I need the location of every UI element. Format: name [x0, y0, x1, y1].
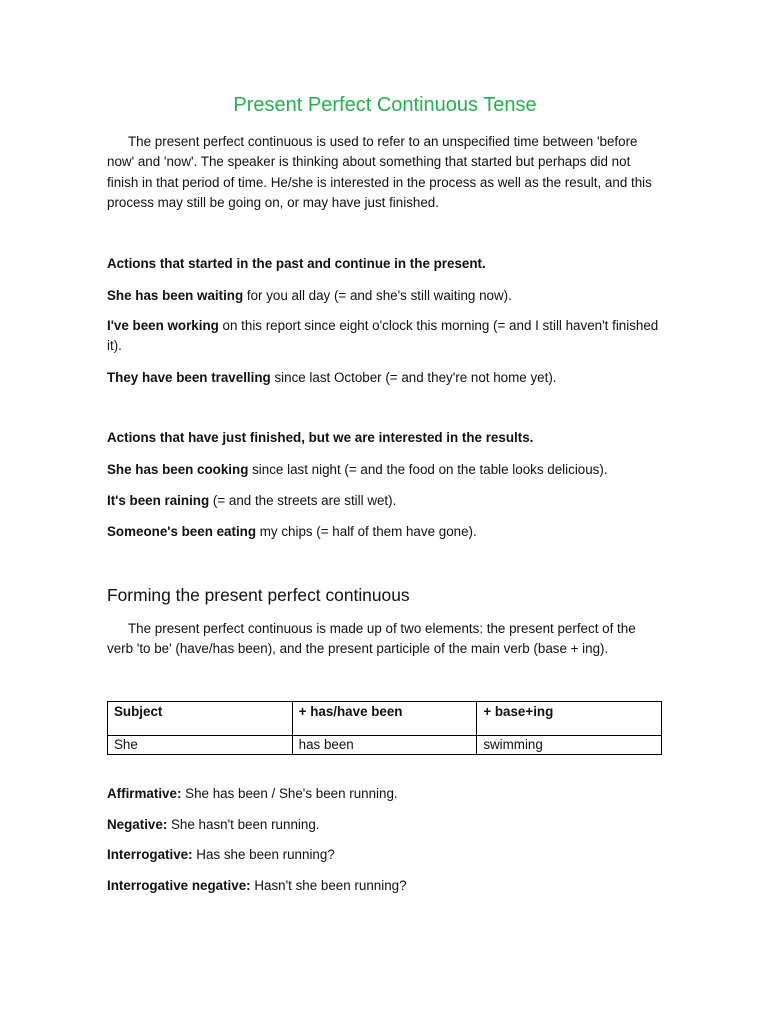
example-bold: She has been cooking	[107, 462, 249, 477]
example-rest: since last night (= and the food on the table looks delicious).	[248, 462, 608, 477]
example-bold: She has been waiting	[107, 288, 244, 303]
example-line	[107, 460, 663, 480]
example-rest: (= and the streets are still wet).	[209, 493, 397, 508]
table-header-row	[108, 702, 662, 736]
section-heading-finished: Actions that have just finished, but we are interested in the results.	[107, 430, 534, 445]
section-heading-continuing: Actions that started in the past and continue in the present.	[107, 256, 486, 271]
example-rest: since last October (= and they're not home yet).	[270, 370, 557, 385]
intro-paragraph: The present perfect continuous is used to refer to an unspecified time between 'before now' and 'now'. The speaker is thinking about something that started but perhaps did not finish in that period of time. He/she is interested in the process as well as the result, and this process may still be going on, or may have just finished.	[107, 134, 652, 211]
form-line-affirmative	[107, 784, 663, 804]
example-rest: for you all day (= and she's still waiting now).	[243, 288, 512, 303]
example-bold: Someone's been eating	[107, 524, 257, 539]
example-line	[107, 316, 663, 357]
form-line-interrogative-negative	[107, 876, 663, 896]
forming-paragraph: The present perfect continuous is made up of two elements: the present perfect of the verb 'to be' (have/has been), and the present participle of the main verb (base + ing).	[107, 621, 636, 657]
example-bold: It's been raining	[107, 493, 210, 508]
page-title: Present Perfect Continuous Tense	[233, 94, 537, 116]
example-line	[107, 286, 663, 306]
table-row	[108, 736, 662, 755]
table-cell: She	[108, 736, 293, 755]
table-header-cell: Subject	[108, 702, 293, 736]
form-text: She hasn't been running.	[167, 817, 320, 832]
form-line-negative	[107, 815, 663, 835]
example-rest: on this report since eight o'clock this morning (= and I still haven't finished it).	[107, 318, 659, 354]
form-text: She has been / She's been running.	[181, 786, 398, 801]
form-text: Has she been running?	[192, 847, 335, 862]
form-text: Hasn't she been running?	[250, 878, 407, 893]
form-label: Interrogative:	[107, 847, 193, 862]
table-cell: has been	[292, 736, 477, 755]
table-cell: swimming	[477, 736, 662, 755]
structure-table	[107, 701, 662, 755]
form-label: Interrogative negative:	[107, 878, 251, 893]
example-line	[107, 368, 663, 388]
form-label: Negative:	[107, 817, 168, 832]
table-header-cell: + base+ing	[477, 702, 662, 736]
section-title-forming: Forming the present perfect continuous	[107, 585, 410, 605]
table-header-cell: + has/have been	[292, 702, 477, 736]
example-line	[107, 522, 663, 542]
form-label: Affirmative:	[107, 786, 182, 801]
example-bold: They have been travelling	[107, 370, 271, 385]
example-line	[107, 491, 663, 511]
example-rest: my chips (= half of them have gone).	[256, 524, 477, 539]
form-line-interrogative	[107, 845, 663, 865]
example-bold: I've been working	[107, 318, 219, 333]
